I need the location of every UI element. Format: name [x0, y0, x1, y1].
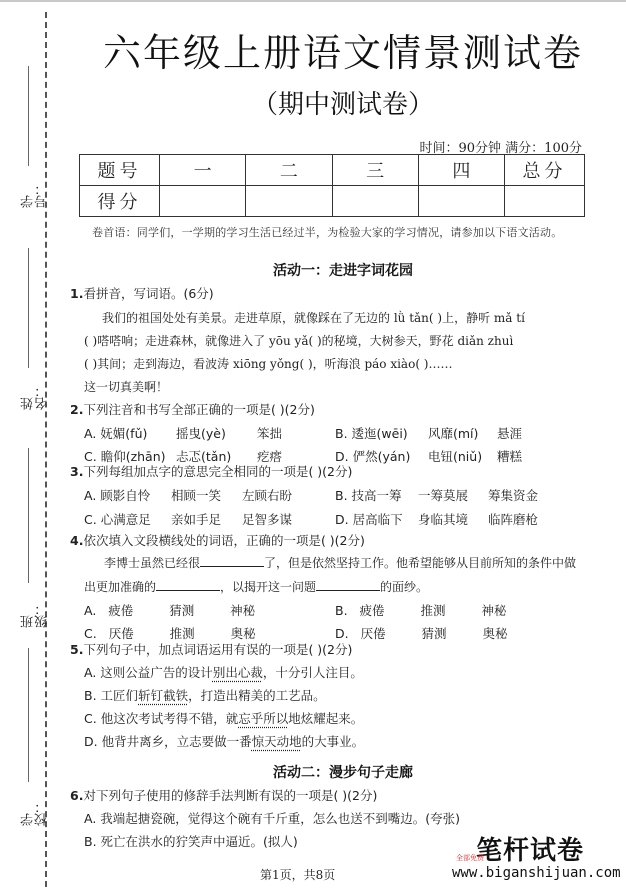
score-table	[79, 154, 585, 217]
page-number: 第1页，共8页	[260, 868, 336, 882]
option-text: 他这次考试考得不错，就	[100, 711, 239, 726]
score-header-cell: 二	[246, 155, 332, 186]
passage-text: 李博士虽然已经很	[104, 556, 201, 570]
option-label: D.	[335, 626, 349, 641]
score-row-label: 得分	[80, 186, 160, 217]
dotted-phrase: 忘乎所以	[238, 711, 289, 726]
option-item: 瞻仰(zhān)	[100, 449, 166, 464]
question-stem: 看拼音，写词语。(6分)	[83, 286, 214, 301]
question-number: 6.	[70, 788, 84, 803]
q3-option-c[interactable]	[84, 510, 151, 528]
option-text: 这则公益广告的设计	[100, 665, 213, 680]
option-label: A.	[84, 603, 97, 618]
question-stem: 下列注音和书写全部正确的一项是( )(2分)	[83, 402, 315, 417]
name-label: 姓名：	[21, 384, 50, 410]
school-field[interactable]	[14, 648, 50, 828]
q5-option-d[interactable]	[84, 732, 364, 750]
q2-option-a-item: 摇曳(yè)	[176, 426, 226, 441]
option-text: ，打造出精美的工艺品。	[188, 688, 326, 703]
student-id-label: 学号：	[21, 182, 50, 208]
option-item: 居高临下	[352, 512, 403, 527]
option-item: 技高一筹	[351, 488, 402, 503]
q2-option-d-item: 电钮(niǔ)	[428, 449, 483, 464]
question-3	[70, 462, 352, 480]
q3-option-a-item: 相顾一笑	[171, 488, 222, 503]
option-label: B.	[84, 834, 97, 849]
option-text: 的大事业。	[301, 734, 365, 749]
score-cell[interactable]	[160, 186, 246, 217]
fill-blank[interactable]	[156, 581, 220, 591]
question-stem: 下列每组加点字的意思完全相同的一项是( )(2分)	[83, 464, 353, 479]
top-border	[0, 0, 626, 2]
q3-option-a-item: 左顾右盼	[242, 488, 293, 503]
score-table-score-row	[80, 186, 585, 217]
class-label: 班级：	[21, 602, 50, 628]
name-field[interactable]	[14, 248, 50, 410]
q2-option-a-item: 笨拙	[257, 426, 283, 441]
option-item: 厌倦	[108, 626, 134, 641]
binding-dash-line	[45, 12, 47, 887]
score-table-header-row	[80, 155, 585, 186]
option-item: 顾影自怜	[100, 488, 151, 503]
q3-option-d[interactable]	[335, 510, 403, 528]
question-1	[70, 284, 214, 302]
question-stem: 依次填入文段横线处的词语，正确的一项是( )(2分)	[83, 533, 365, 548]
class-underline	[28, 448, 29, 583]
option-text: 死亡在洪水的狞笑声中逼近。(拟人)	[100, 834, 298, 849]
option-item: 奥秘	[482, 626, 508, 641]
student-id-field[interactable]	[14, 66, 50, 208]
section-title-2: 活动二：漫步句子走廊	[273, 765, 413, 781]
score-cell[interactable]	[332, 186, 418, 217]
option-label: D.	[84, 734, 98, 749]
question-number: 2.	[70, 402, 84, 417]
question-4	[70, 531, 365, 549]
q4-option-a[interactable]	[84, 601, 255, 619]
student-id-underline	[28, 66, 29, 166]
watermark-tag: 全部免费	[456, 854, 484, 862]
school-underline	[28, 648, 29, 782]
q2-option-c-item: 忐忑(tǎn)	[176, 449, 232, 464]
option-label: B.	[335, 603, 348, 618]
option-label: B.	[335, 426, 348, 441]
q4-passage-line	[84, 578, 428, 595]
score-cell[interactable]	[246, 186, 332, 217]
option-item: 神秘	[230, 603, 256, 618]
preface-text: 卷首语：同学们，一学期的学习生活已经过半，为检验大家的学习情况，请参加以下语文活动。	[92, 226, 563, 239]
option-text: 我端起搪瓷碗，觉得这个碗有千斤重，怎么也送不到嘴边。(夸张)	[100, 811, 461, 826]
q4-option-b[interactable]	[335, 601, 506, 619]
question-6	[70, 786, 377, 804]
page-subtitle: （期中测试卷）	[251, 90, 434, 120]
option-label: B.	[335, 488, 348, 503]
question-number: 4.	[70, 533, 84, 548]
fill-blank[interactable]	[316, 581, 380, 591]
option-item: 推测	[169, 626, 195, 641]
question-2	[70, 400, 315, 418]
option-item: 猜测	[169, 603, 195, 618]
q2-option-b[interactable]	[335, 424, 408, 442]
time-score-info: 时间：90分钟 满分：100分	[419, 141, 582, 156]
class-field[interactable]	[14, 448, 50, 628]
q1-passage-line: 我们的祖国处处有美景。走进草原，就像踩在了无边的 lǜ tǎn( )上，静听 mǎ tí	[102, 311, 525, 325]
option-item: 推测	[420, 603, 446, 618]
option-text: ，十分引人注目。	[262, 665, 363, 680]
score-header-cell: 题号	[80, 155, 160, 186]
option-text: 地炫耀起来。	[288, 711, 364, 726]
option-item: 逶迤(wēi)	[351, 426, 408, 441]
option-label: C.	[84, 626, 97, 641]
page-title: 六年级上册语文情景测试卷	[102, 31, 583, 75]
q3-option-b-item: 筹集资金	[488, 488, 539, 503]
dotted-phrase: 别出心裁	[212, 665, 263, 680]
q3-option-c-item: 足智多谋	[242, 512, 293, 527]
option-item: 妩媚(fǔ)	[100, 426, 148, 441]
option-label: B.	[84, 688, 97, 703]
passage-text: 的面纱。	[380, 580, 429, 594]
dotted-phrase: 惊天动地	[251, 734, 302, 749]
q1-passage-line: ( )其间；走到海边，看波涛 xiōng yǒng( )，听海浪 páo xiào( )……	[84, 357, 453, 371]
option-item: 奥秘	[230, 626, 256, 641]
section-title-1: 活动一：走进字词花园	[273, 263, 413, 279]
option-label: A.	[84, 811, 97, 826]
q2-option-b-item: 风靡(mí)	[428, 426, 479, 441]
score-header-cell: 总分	[505, 155, 585, 186]
dotted-phrase: 斩钉截铁	[138, 688, 189, 703]
score-header-cell: 四	[418, 155, 504, 186]
fill-blank[interactable]	[200, 557, 264, 567]
option-item: 疲倦	[108, 603, 134, 618]
q4-passage-line	[104, 554, 576, 571]
option-label: D.	[335, 512, 349, 527]
q3-option-d-item: 身临其境	[418, 512, 469, 527]
q1-passage-line: ( )嗒嗒响；走进森林，就像进入了 yōu yǎ( )的秘境，大树参天，野花 diǎn zhuì	[84, 334, 514, 348]
watermark-brand: 笔杆试卷	[476, 836, 585, 866]
q6-option-a[interactable]	[84, 809, 460, 827]
option-label: D.	[335, 449, 349, 464]
option-text: 工匠们	[100, 688, 139, 703]
q6-option-b[interactable]	[84, 832, 298, 850]
q3-option-d-item: 临阵磨枪	[488, 512, 539, 527]
q4-option-d[interactable]	[335, 624, 507, 642]
name-underline	[28, 248, 29, 368]
question-stem: 对下列句子使用的修辞手法判断有误的一项是( )(2分)	[83, 788, 378, 803]
score-header-cell: 一	[160, 155, 246, 186]
question-stem: 下列句子中，加点词语运用有误的一项是( )(2分)	[83, 642, 353, 657]
q2-option-b-item: 悬涯	[497, 426, 523, 441]
q2-option-d-item: 糟糕	[497, 449, 523, 464]
option-label: C.	[84, 449, 97, 464]
option-text: 他背井离乡，立志要做一番	[101, 734, 252, 749]
q2-option-a[interactable]	[84, 424, 147, 442]
option-label: C.	[84, 512, 97, 527]
q2-option-c-item: 疙瘩	[257, 449, 283, 464]
option-label: A.	[84, 665, 97, 680]
question-5	[70, 640, 352, 658]
option-label: A.	[84, 426, 97, 441]
watermark-url[interactable]: www.biganshijuan.com	[452, 865, 621, 881]
option-item: 疲倦	[359, 603, 385, 618]
score-cell[interactable]	[505, 186, 585, 217]
option-item: 猜测	[421, 626, 447, 641]
option-item: 厌倦	[360, 626, 386, 641]
score-header-cell: 三	[332, 155, 418, 186]
option-item: 心满意足	[100, 512, 151, 527]
q3-option-b-item: 一筹莫展	[418, 488, 469, 503]
question-number: 5.	[70, 642, 84, 657]
q5-option-b[interactable]	[84, 686, 326, 704]
option-item: 神秘	[481, 603, 507, 618]
passage-text: 出更加准确的	[84, 580, 157, 594]
question-number: 1.	[70, 286, 84, 301]
passage-text: ，以揭开这一问题	[220, 580, 317, 594]
q1-passage-line: 这一切真美啊！	[84, 380, 169, 394]
q3-option-c-item: 亲如手足	[171, 512, 222, 527]
q3-option-a[interactable]	[84, 486, 150, 504]
school-label: 学校：	[21, 800, 50, 826]
passage-text: 了，但是依然坚持工作。他希望能够从目前所知的条件中做	[264, 556, 577, 570]
score-cell[interactable]	[418, 186, 504, 217]
option-item: 俨然(yán)	[352, 449, 411, 464]
q5-option-a[interactable]	[84, 663, 363, 681]
option-label: A.	[84, 488, 97, 503]
q5-option-c[interactable]	[84, 709, 363, 727]
question-number: 3.	[70, 464, 84, 479]
option-label: C.	[84, 711, 97, 726]
q3-option-b[interactable]	[335, 486, 402, 504]
